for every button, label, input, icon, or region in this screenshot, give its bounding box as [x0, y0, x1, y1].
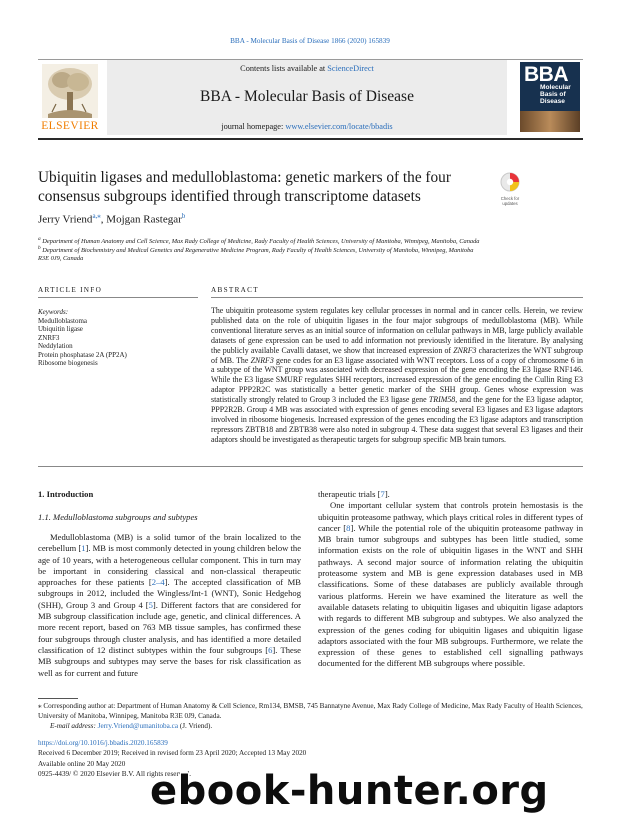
affiliation-b: $^b$ Department of Biochemistry and Medical Genetics and Regenerative Medicine Program, Rady Faculty of Health Sciences, University of Manitoba, Winnipeg, Manitoba R3E 0J9, Canada [38, 244, 474, 263]
body-paragraph: therapeutic trials [7]. [318, 489, 390, 499]
keyword: Ribosome biogenesis [38, 359, 98, 367]
abstract-rule [211, 297, 583, 298]
body-paragraph: Medulloblastoma (MB) is a solid tumor of the brain localized to the cerebellum [1]. MB is most commonly detected in young children below the age of 10 years, with a heterogeneous cellular component. This in turn may be important in considering classical and non-classical therapeutic approaches for these patients [2–4]. The accepted classification of MB subgroups in 2012, included the Wingless/Int-1 (WNT), Sonic Hedgehog (SHH), Group 3 and Group 4 [5]. Different factors that are considered for MB subgroup classification include age, genetic, and clinical differences. A more recent report, based on 763 MB tissue samples, has confirmed these four subgroups through cluster analysis, and has identified a more detailed classification of 12 distinct subtypes within the four subgroups [6]. These MB subgroups and subtypes may serve the bases for risk classification as well as for current and future [38, 532, 302, 678]
watermark: ebook-hunter.org [150, 768, 549, 814]
sciencedirect-link[interactable]: ScienceDirect [327, 64, 374, 73]
available-date: Available online 20 May 2020 [38, 759, 126, 768]
abstract-text: The ubiquitin proteasome system regulates key cellular processes in normal and in cancer cells. Herein, we review published data on the role of ubiquitin ligases in the four major subgroups of medulloblastoma (MB). While conventional literature serves as an initial source of information on cellular pathways in MB, large publicly available datasets of gene expression can be used to add information not previously identified in the literature. By analysing the publicly available Cavalli dataset, we show that increased expression of ZNRF3 characterizes the WNT subgroup of MB. The ZNRF3 gene codes for an E3 ligase associated with WNT receptors. Loss of a copy of chromosome 6 in a subtype of the WNT group was associated with decreased expression of the gene encoding the E3 ligase RNF146. While the E3 ligase SMURF regulates SHH receptors, increased expression of the gene encoding the Cullin Ring E3 adaptor PPP2R2C was statistically a better genetic marker of the SHH group. Genes whose expression was statistically strongly related to Group 3 included the E3 ligase gene TRIM58, and the gene for the E3 ligase adaptor, PPP2R2B. Group 4 MB was associated with expression of genes encoding several E3 ligases and E3 ligase adaptors involved in ribosome biogenesis. Increased expression of the genes encoding the E3 ligase adaptors and transcription repressors ZBTB18 and ZBTB38 were also noted in subgroup 4. These data suggest that several E3 ligases and their adaptors should be investigated as therapeutic targets for subgroup specific MB brain tumors. [211, 306, 583, 444]
cover-title: BBA [524, 63, 568, 86]
gene-name: ZNRF3 [250, 355, 274, 365]
email-link[interactable]: Jerry.Vriend@umanitoba.ca [97, 722, 179, 730]
corresponding-author-note: ⁎ Corresponding author at: Department of Human Anatomy & Cell Science, Rm134, BMSB, 745 Bannatyne Avenue, Max Rady College of Medicine, Max Rady Faculty of Health Sciences, University of Manitoba, Winnipeg, Manitoba R3E 0J9, Canada. [38, 702, 583, 721]
check-updates-icon [497, 172, 523, 192]
keyword: Protein phosphatase 2A (PP2A) [38, 350, 127, 359]
doi-link[interactable]: https://doi.org/10.1016/j.bbadis.2020.165839 [38, 739, 168, 747]
article-title: Ubiquitin ligases and medulloblastoma: genetic markers of the four consensus subgroups identified through transcriptome datasets [38, 169, 451, 205]
journal-cover [520, 62, 580, 132]
abstract-heading: ABSTRACT [211, 286, 259, 294]
author-name: Jerry Vriend [38, 213, 93, 226]
section-heading: 1. Introduction [38, 489, 94, 499]
reference-link[interactable]: 7 [380, 489, 385, 499]
journal-homepage-link[interactable]: www.elsevier.com/locate/bbadis [285, 122, 393, 131]
author-list: Jerry Vriend$^{a,⁎}$, Mojgan Rastegar$^b$ [38, 212, 186, 226]
body-left-column [38, 532, 301, 679]
journal-citation-link[interactable]: BBA - Molecular Basis of Disease 1866 (2020) 165839 [230, 37, 390, 45]
affiliation-a: $^a$ Department of Human Anatomy and Cell Science, Max Rady College of Medicine, Rady Faculty of Health Sciences, University of Manitoba, Winnipeg, Manitoba, Canada [38, 236, 480, 246]
footnote-rule [38, 698, 78, 699]
elsevier-logo [38, 62, 102, 134]
reference-link[interactable]: 6 [268, 644, 273, 655]
body-paragraph: One important cellular system that controls protein hemostasis is the ubiquitin proteasome pathway, which plays critical roles in different types of cancer [8]. While the potential role of the ubiquitin proteasome pathway in MB brain tumor subgroups and subtypes has been little studied, some information exists on the role of ubiquitin ligases in the WNT and SHH pathways. A second major source of information relating the ubiquitin proteasome system and MB is gene expression databases used in MB classifications. Some of these databases are publicly available through various platforms. Herein we have examined the literature as well the available datasets relating to ubiquitin ligases and ubiquitin ligase adaptors with regards to different MB subgroup and subtypes. We also analyzed the expression of the genes coding for ubiquitin ligases and ubiquitin ligase adaptors associated with the four MB subgroups. Furthermore, we relate the expression of these genes to established cell signalling pathways documented for the different MB subgroups where possible. [318, 500, 583, 669]
cover-subtitle: Molecular Basis of Disease [540, 84, 571, 106]
reference-link[interactable]: 2–4 [151, 577, 165, 588]
elsevier-wordmark: ELSEVIER [41, 120, 99, 132]
keyword: Medulloblastoma [38, 316, 87, 325]
body-right-column [318, 489, 583, 670]
gene-name: ZNRF3 [453, 345, 477, 355]
keyword: ZNRF3 [38, 333, 60, 342]
cover-image-band [520, 111, 580, 132]
keyword: Neddylation [38, 342, 73, 350]
journal-homepage-line: journal homepage: www.elsevier.com/locate/bbadis [221, 122, 393, 131]
reference-link[interactable]: 1 [81, 543, 86, 554]
copyright: 0925-4439/ © 2020 Elsevier B.V. All rights reserved. [38, 770, 192, 779]
journal-title: BBA - Molecular Basis of Disease [200, 88, 414, 105]
gene-name: TRIM58 [428, 395, 456, 405]
author-affiliation-marker[interactable]: b [181, 212, 186, 220]
article-info-rule [38, 297, 198, 298]
reference-link[interactable]: 5 [148, 599, 153, 610]
article-info-heading: ARTICLE INFO [38, 286, 103, 294]
keyword: Ubiquitin ligase [38, 325, 83, 333]
subsection-heading: 1.1. Medulloblastoma subgroups and subtypes [38, 512, 198, 522]
received-dates: Received 6 December 2019; Received in revised form 23 April 2020; Accepted 13 May 2020 [38, 749, 307, 758]
reference-link[interactable]: 8 [346, 522, 351, 533]
abstract-bottom-rule [38, 466, 583, 467]
author-affiliation-marker[interactable]: a,⁎ [92, 212, 101, 220]
email-note: E-mail address: Jerry.Vriend@umanitoba.ca (J. Vriend). [50, 722, 213, 730]
check-for-updates-badge[interactable]: Check for updates [497, 172, 523, 202]
keywords-label: Keywords: [38, 308, 69, 316]
author-name: Mojgan Rastegar [106, 213, 182, 226]
contents-available-line: Contents lists available at ScienceDirect [240, 64, 374, 73]
keywords-block [38, 308, 198, 368]
